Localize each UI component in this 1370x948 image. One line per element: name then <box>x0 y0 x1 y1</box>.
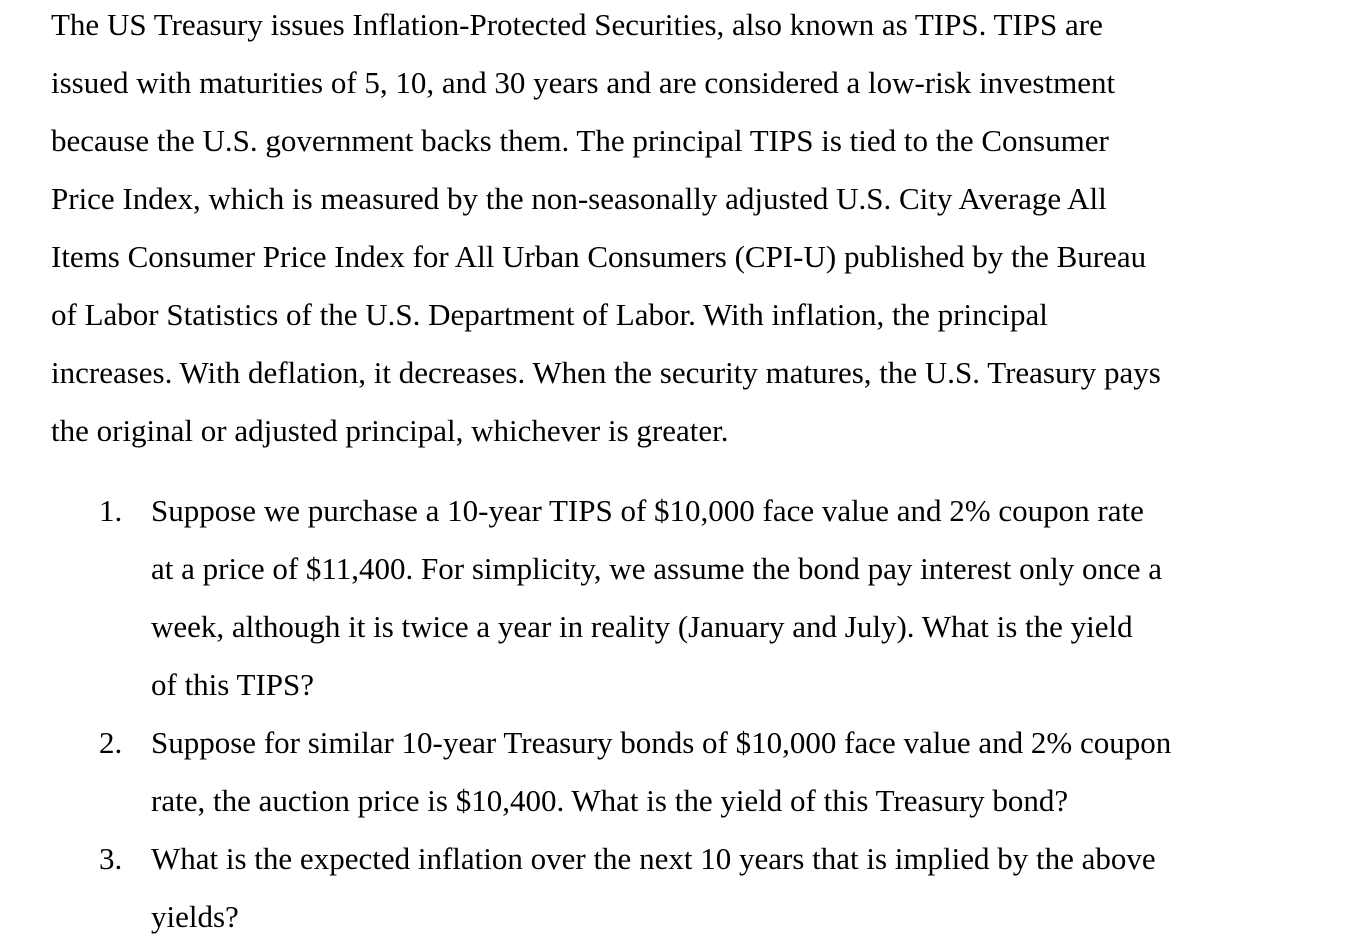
intro-line: the original or adjusted principal, whichever is greater. <box>51 413 729 448</box>
question-line: What is the expected inflation over the next 10 years that is implied by the above <box>151 841 1156 876</box>
question-number: 1. <box>99 493 123 528</box>
question-list <box>51 482 1341 946</box>
question-line: rate, the auction price is $10,400. What is the yield of this Treasury bond? <box>151 783 1069 818</box>
question-line: Suppose for similar 10-year Treasury bonds of $10,000 face value and 2% coupon <box>151 725 1172 760</box>
intro-paragraph <box>51 0 1341 460</box>
question-line: week, although it is twice a year in reality (January and July). What is the yield <box>151 609 1133 644</box>
question-item-2 <box>51 714 1341 830</box>
intro-line: The US Treasury issues Inflation-Protected Securities, also known as TIPS. TIPS are <box>51 7 1103 42</box>
question-line: at a price of $11,400. For simplicity, we assume the bond pay interest only once a <box>151 551 1162 586</box>
intro-line: Items Consumer Price Index for All Urban Consumers (CPI-U) published by the Bureau <box>51 239 1147 274</box>
intro-line: because the U.S. government backs them. The principal TIPS is tied to the Consumer <box>51 123 1109 158</box>
question-number: 3. <box>99 841 123 876</box>
question-number: 2. <box>99 725 123 760</box>
intro-line: Price Index, which is measured by the non-seasonally adjusted U.S. City Average All <box>51 181 1107 216</box>
question-item-3 <box>51 830 1341 946</box>
intro-line: issued with maturities of 5, 10, and 30 years and are considered a low-risk investment <box>51 65 1116 100</box>
question-line: yields? <box>151 899 239 934</box>
question-line: Suppose we purchase a 10-year TIPS of $10,000 face value and 2% coupon rate <box>151 493 1144 528</box>
intro-line: increases. With deflation, it decreases. When the security matures, the U.S. Treasury pays <box>51 355 1161 390</box>
question-item-1 <box>51 482 1341 714</box>
intro-line: of Labor Statistics of the U.S. Department of Labor. With inflation, the principal <box>51 297 1048 332</box>
question-line: of this TIPS? <box>151 667 315 702</box>
document-body <box>51 0 1341 946</box>
